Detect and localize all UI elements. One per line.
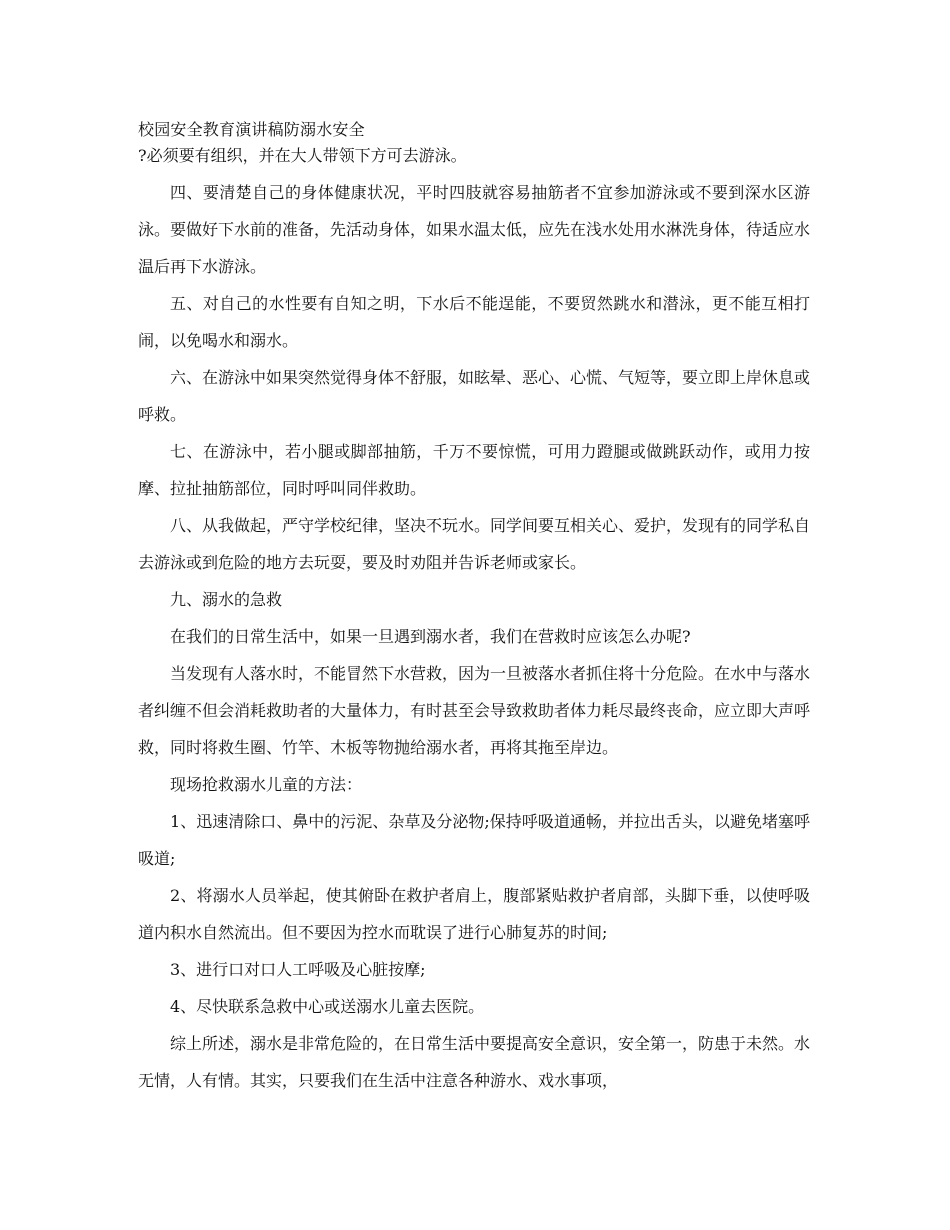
paragraph-method-1: 1、迅速清除口、鼻中的污泥、杂草及分泌物;保持呼吸道通畅，并拉出舌头，以避免堵塞呼吸道; [138, 812, 810, 868]
paragraph-item-6: 六、在游泳中如果突然觉得身体不舒服，如眩晕、恶心、心慌、气短等，要立即上岸休息或呼救。 [138, 368, 811, 424]
paragraph-item-8: 八、从我做起，严守学校纪律，坚决不玩水。同学间要互相关心、爱护，发现有的同学私自去游泳或到危险的地方去玩耍，要及时劝阻并告诉老师或家长。 [138, 516, 811, 572]
document-page [138, 118, 810, 1099]
paragraph-rescue: 当发现有人落水时，不能冒然下水营救，因为一旦被落水者抓住将十分危险。在水中与落水者纠缠不但会消耗救助者的大量体力，有时甚至会导致救助者体力耗尽最终丧命，应立即大声呼救，同时将救生圈、竹竿、木板等物抛给溺水者，再将其拖至岸边。 [138, 664, 811, 757]
paragraph-item-7: 七、在游泳中，若小腿或脚部抽筋，千万不要惊慌，可用力蹬腿或做跳跃动作，或用力按摩、拉扯抽筋部位，同时呼叫同伴救助。 [138, 442, 810, 498]
paragraph-intro: ?必须要有组织，并在大人带领下方可去游泳。 [138, 146, 467, 165]
paragraph-item-4: 四、要清楚自己的身体健康状况，平时四肢就容易抽筋者不宜参加游泳或不要到深水区游泳。要做好下水前的准备，先活动身体，如果水温太低，应先在浅水处用水淋洗身体，待适应水温后再下水游泳。 [138, 183, 811, 276]
paragraph-question: 在我们的日常生活中，如果一旦遇到溺水者，我们在营救时应该怎么办呢? [170, 627, 691, 646]
section-heading-first-aid: 九、溺水的急救 [170, 590, 283, 609]
paragraph-methods-heading: 现场抢救溺水儿童的方法： [170, 775, 363, 794]
paragraph-item-5: 五、对自己的水性要有自知之明，下水后不能逞能，不要贸然跳水和潜泳，更不能互相打闹，以免喝水和溺水。 [138, 294, 810, 350]
paragraph-method-4: 4、尽快联系急救中心或送溺水儿童去医院。 [170, 997, 485, 1016]
document-title: 校园安全教育演讲稿防溺水安全 [138, 120, 365, 139]
paragraph-summary: 综上所述，溺水是非常危险的，在日常生活中要提高安全意识，安全第一，防患于未然。水无情，人有情。其实，只要我们在生活中注意各种游水、戏水事项， [138, 1034, 811, 1090]
paragraph-method-3: 3、进行口对口人工呼吸及心脏按摩; [170, 960, 426, 979]
paragraph-method-2: 2、将溺水人员举起，使其俯卧在救护者肩上，腹部紧贴救护者肩部，头脚下垂，以使呼吸道内积水自然流出。但不要因为控水而耽误了进行心肺复苏的时间; [138, 886, 810, 942]
